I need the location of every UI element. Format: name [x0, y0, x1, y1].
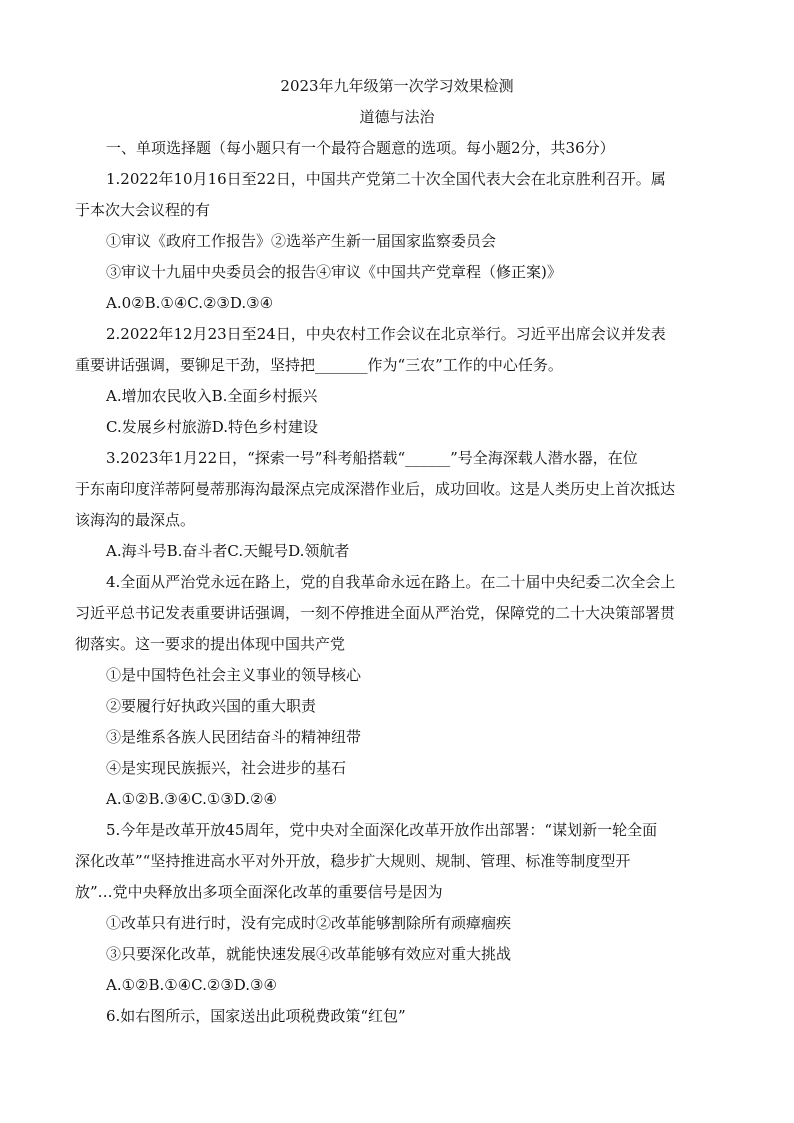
question-4-statement-3: ③是维系各族人民团结奋斗的精神纽带: [106, 728, 362, 746]
question-6-line-1: 6.如右图所示，国家送出此项税费政策“红包”: [106, 1007, 406, 1025]
question-3-line-3: 该海沟的最深点。: [75, 511, 196, 529]
question-5-statement-1: ①改革只有进行时，没有完成时②改革能够割除所有顽瘴痼疾: [106, 914, 512, 932]
exam-title: 2023年九年级第一次学习效果检测: [280, 77, 514, 95]
question-2-options-1: A.增加农民收入B.全面乡村振兴: [106, 387, 318, 405]
question-4-statement-1: ①是中国特色社会主义事业的领导核心: [106, 666, 362, 684]
question-3-options: A.海斗号B.奋斗者C.天鲲号D.领航者: [106, 542, 350, 560]
question-4-statement-4: ④是实现民族振兴，社会进步的基石: [106, 759, 347, 777]
question-2-line-2: 重要讲话强调，要铆足干劲，坚持把_______作为“三农”工作的中心任务。: [75, 356, 563, 374]
question-3-line-2: 于东南印度洋蒂阿曼蒂那海沟最深点完成深潜作业后，成功回收。这是人类历史上首次抵达: [75, 480, 676, 498]
question-2-options-2: C.发展乡村旅游D.特色乡村建设: [106, 418, 318, 436]
section-heading: 一、单项选择题（每小题只有一个最符合题意的选项。每小题2分，共36分）: [106, 139, 615, 157]
question-4-options: A.①②B.③④C.①③D.②④: [106, 790, 277, 808]
question-5-line-2: 深化改革”“坚持推进高水平对外开放，稳步扩大规则、规制、管理、标准等制度型开: [75, 852, 631, 870]
question-5-line-1: 5.今年是改革开放45周年，党中央对全面深化改革开放作出部署：“谋划新一轮全面: [106, 821, 658, 839]
question-5-options: A.①②B.①④C.②③D.③④: [106, 976, 277, 994]
question-5-line-3: 放”…党中央释放出多项全面深化改革的重要信号是因为: [75, 883, 443, 901]
question-3-line-1: 3.2023年1月22日，“探索一号”科考船搭载“______”号全海深载人潜水器，在位: [106, 449, 638, 467]
question-1-statement-1: ①审议《政府工作报告》②选举产生新一届国家监察委员会: [106, 232, 497, 250]
question-4-line-1: 4.全面从严治党永远在路上，党的自我革命永远在路上。在二十届中央纪委二次全会上: [106, 573, 676, 591]
question-4-statement-2: ②要履行好执政兴国的重大职责: [106, 697, 317, 715]
question-4-line-3: 彻落实。这一要求的提出体现中国共产党: [75, 635, 346, 653]
question-1-options: A.0②B.①④C.②③D.③④: [106, 294, 274, 312]
question-1-line-2: 于本次大会议程的有: [75, 201, 211, 219]
subject-title: 道德与法治: [359, 108, 435, 126]
question-2-line-1: 2.2022年12月23日至24日，中央农村工作会议在北京举行。习近平出席会议并发表: [106, 325, 666, 343]
question-1-line-1: 1.2022年10月16日至22日，中国共产党第二十次全国代表大会在北京胜利召开。属: [106, 170, 666, 188]
question-5-statement-2: ③只要深化改革，就能快速发展④改革能够有效应对重大挑战: [106, 945, 512, 963]
question-1-statement-2: ③审议十九届中央委员会的报告④审议《中国共产党章程（修正案)》: [106, 263, 562, 281]
question-4-line-2: 习近平总书记发表重要讲话强调，一刻不停推进全面从严治党，保障党的二十大决策部署贯: [75, 604, 676, 622]
